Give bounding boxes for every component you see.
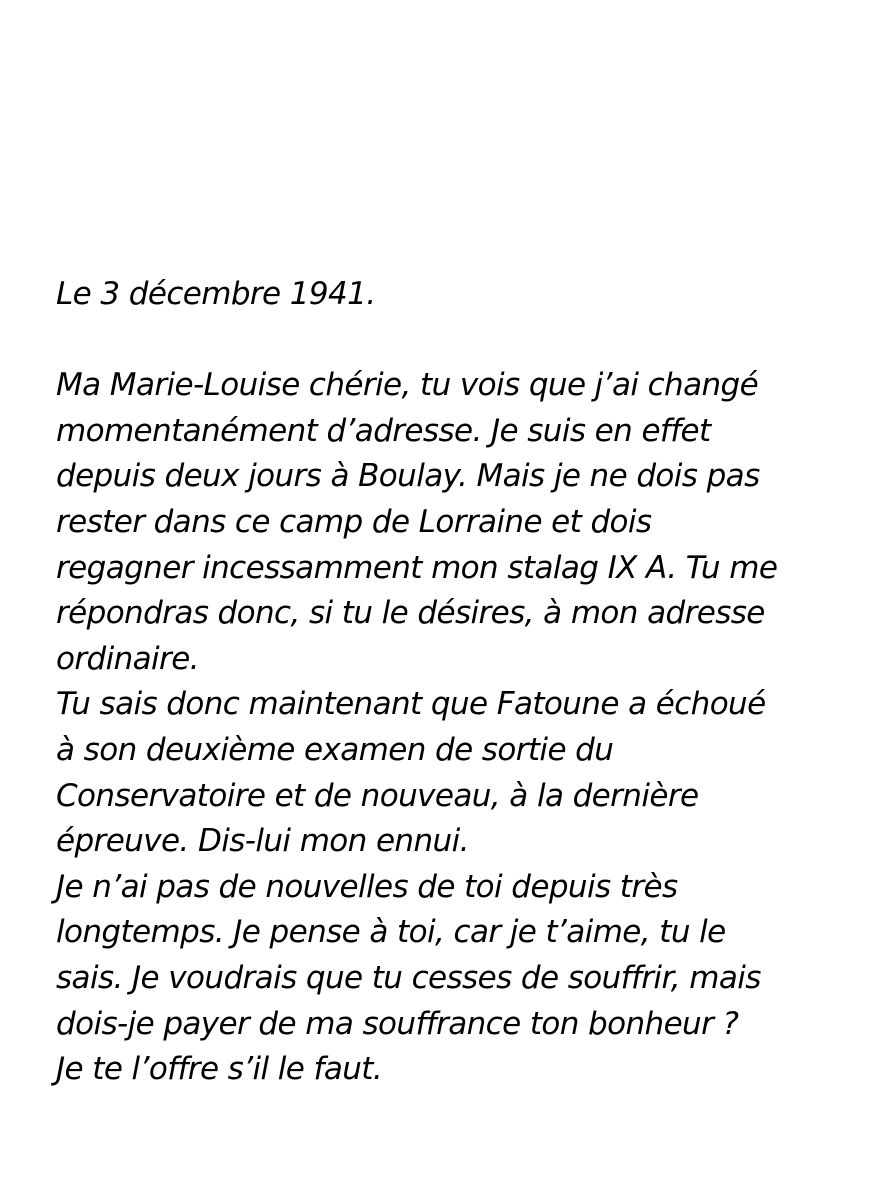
letter-line: à son deuxième examen de sortie du (56, 731, 614, 768)
letter-line: Tu sais donc maintenant que Fatoune a échoué (56, 686, 766, 723)
letter-line: dois-je payer de ma souffrance ton bonheur ? (56, 1005, 739, 1042)
letter-line: Ma Marie-Louise chérie, tu vois que j’ai changé (56, 367, 759, 404)
letter-line: Je n’ai pas de nouvelles de toi depuis très (56, 868, 678, 905)
letter-line: ordinaire. (56, 640, 199, 677)
letter-text (56, 272, 856, 1093)
letter-line: rester dans ce camp de Lorraine et dois (56, 503, 652, 540)
letter-line: regagner incessamment mon stalag IX A. Tu me (56, 549, 778, 586)
letter-line: épreuve. Dis-lui mon ennui. (56, 823, 469, 860)
letter-line: répondras donc, si tu le désires, à mon adresse (56, 595, 765, 632)
letter-line: longtemps. Je pense à toi, car je t’aime, tu le (56, 914, 726, 951)
letter-date: Le 3 décembre 1941. (56, 276, 376, 312)
letter-line: Conservatoire et de nouveau, à la dernière (56, 777, 699, 814)
blank-line (56, 318, 856, 364)
letter-line: momentanément d’adresse. Je suis en effet (56, 412, 711, 449)
letter-line: Je te l’offre s’il le faut. (56, 1051, 383, 1088)
letter-line: sais. Je voudrais que tu cesses de souffrir, mais (56, 959, 761, 996)
letter-line: depuis deux jours à Boulay. Mais je ne dois pas (56, 458, 760, 495)
